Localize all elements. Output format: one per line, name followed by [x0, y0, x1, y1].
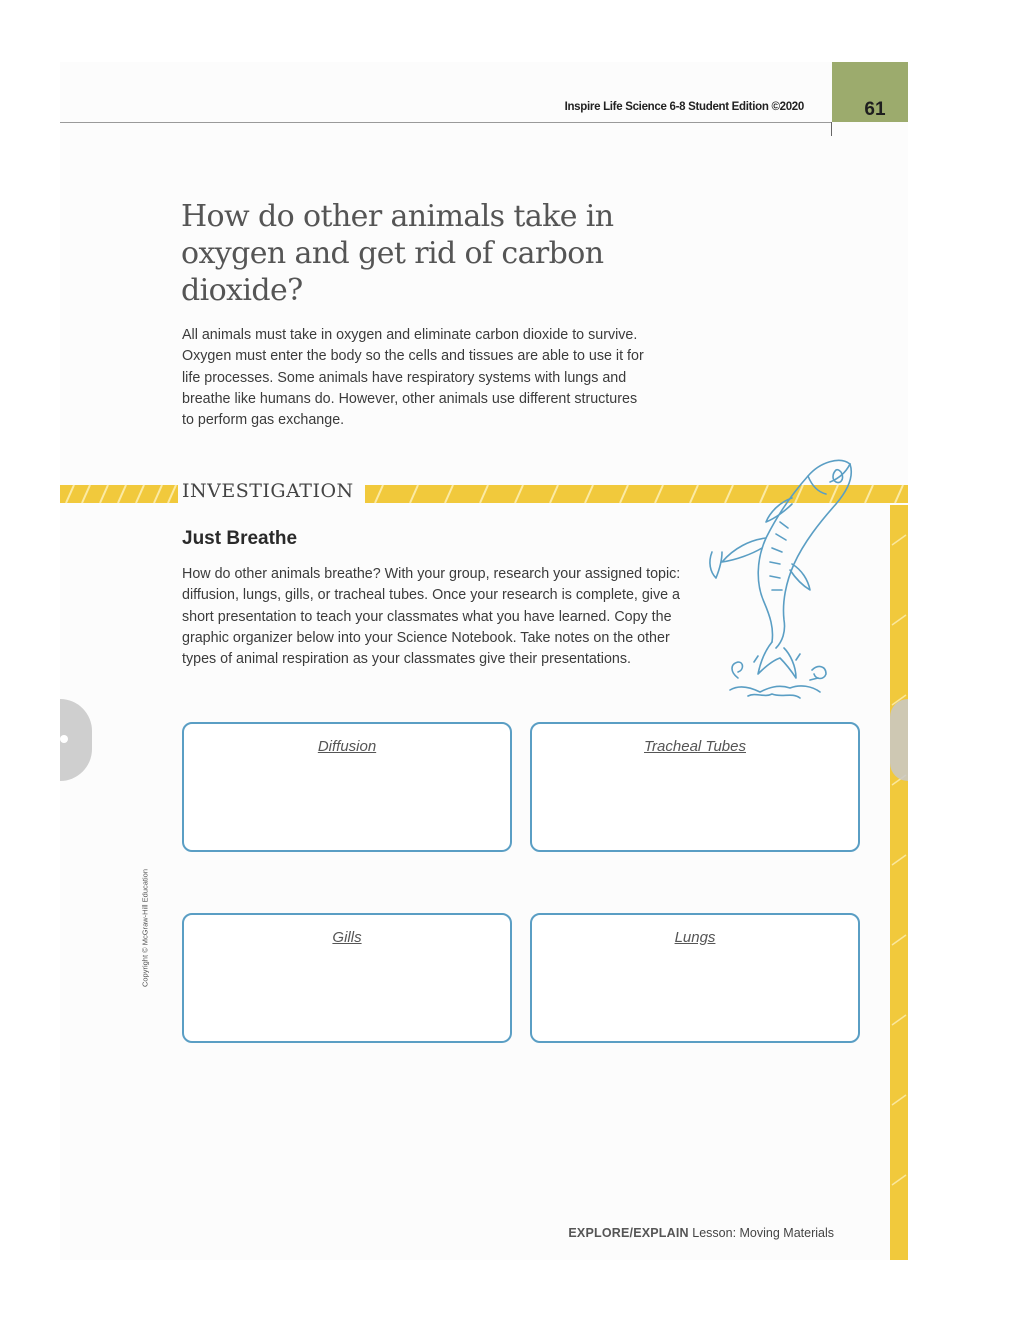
organizer-box-lungs [530, 913, 860, 1043]
page-footer [520, 1226, 834, 1240]
organizer-box-gills [182, 913, 512, 1043]
investigation-band-left [60, 483, 178, 505]
page-number: 61 [864, 99, 886, 120]
investigation-side-band [890, 505, 908, 1260]
footer-lesson: Lesson: Moving Materials [692, 1226, 834, 1240]
copyright-notice: Copyright © McGraw-Hill Education [140, 868, 150, 988]
investigation-label: INVESTIGATION [182, 480, 354, 502]
organizer-label-gills: Gills [332, 929, 362, 946]
header-rule [60, 122, 832, 123]
edition-label: Inspire Life Science 6-8 Student Edition ©2020 [564, 101, 804, 113]
intro-paragraph: All animals must take in oxygen and eliminate carbon dioxide to survive. Oxygen must enter the body so the cells and tissues are able to use it for life processes. Some animals have respiratory systems with lungs and breathe like humans do. However, other animals use different structures to perform gas exchange. [182, 327, 644, 429]
fish-illustration-icon [700, 452, 860, 702]
investigation-title: Just Breathe [182, 528, 298, 549]
organizer-label-diffusion: Diffusion [317, 738, 377, 755]
organizer-box-tracheal-tubes [530, 722, 860, 852]
footer-section: EXPLORE/EXPLAIN [568, 1226, 689, 1240]
organizer-label-tracheal-tubes: Tracheal Tubes [644, 738, 746, 755]
organizer-box-diffusion [182, 722, 512, 852]
organizer-label-lungs: Lungs [674, 929, 716, 946]
page-tab-divider [831, 122, 832, 136]
investigation-body: How do other animals breathe? With your group, research your assigned topic: diffusion, lungs, gills, or tracheal tubes. Once your research is complete, give a short presentation to teach your classmates what you have learned. Copy the graphic organizer below into your Science Notebook. Take notes on the other types of animal respiration as your classmates give their presentations. [182, 566, 681, 668]
page-title: How do other animals take in oxygen and get rid of carbon dioxide? [181, 199, 614, 308]
next-page-button[interactable] [890, 699, 908, 781]
previous-page-icon [60, 735, 68, 743]
